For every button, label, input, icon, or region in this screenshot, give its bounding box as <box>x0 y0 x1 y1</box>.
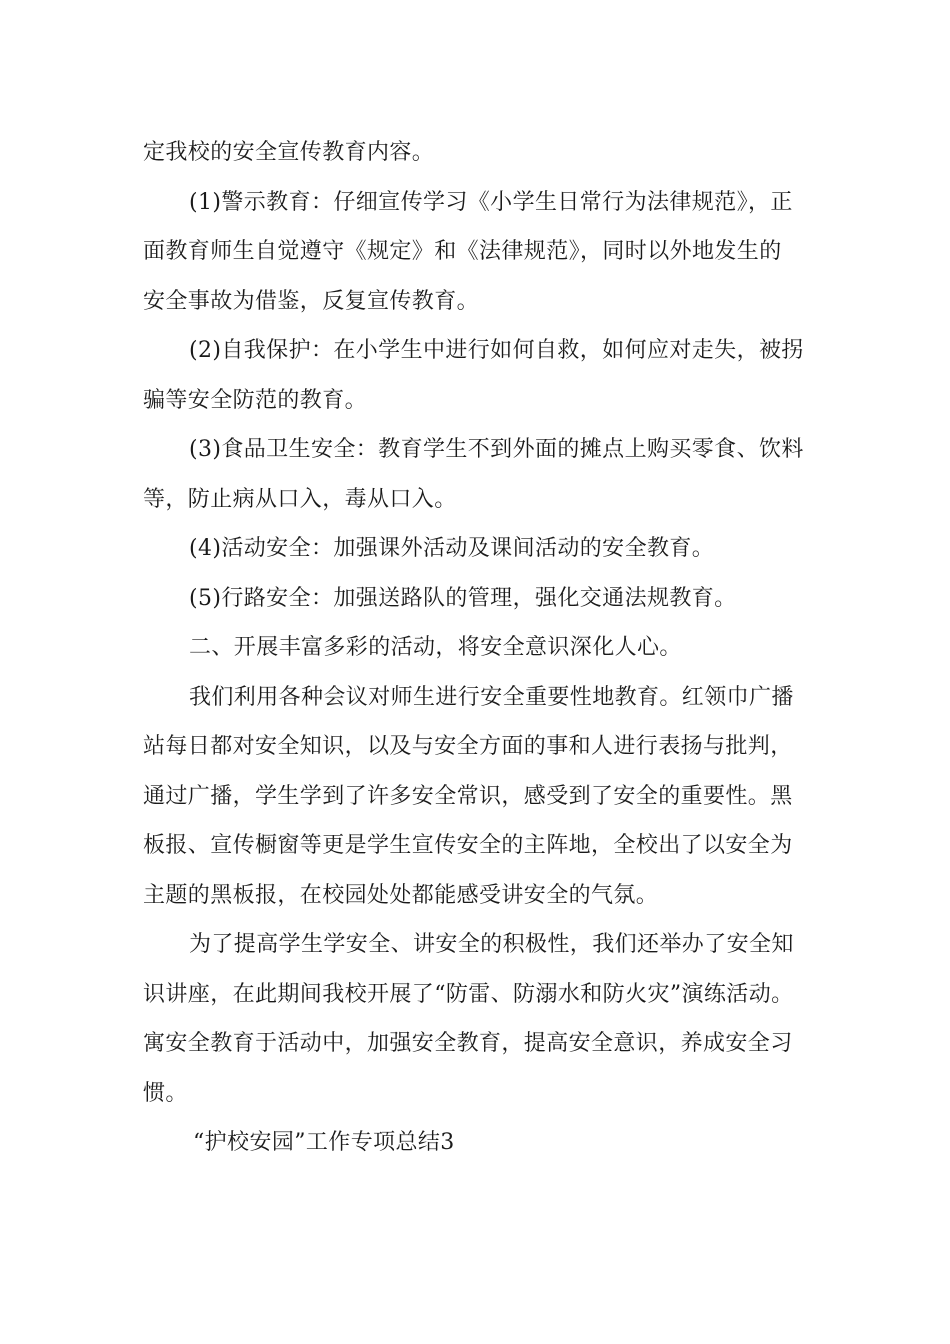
paragraph-road-safety <box>143 574 813 624</box>
text-line: (1)警示教育：仔细宣传学习《小学生日常行为法律规范》，正 <box>189 189 793 215</box>
text-line: 通过广播，学生学到了许多安全常识，感受到了安全的重要性。黑 <box>143 783 793 809</box>
paragraph-meetings-broadcast <box>143 673 813 921</box>
text-line: (3)食品卫生安全：教育学生不到外面的摊点上购买零食、饮料 <box>189 437 804 462</box>
section-heading-activities <box>143 623 813 673</box>
text-line: 骗等安全防范的教育。 <box>143 387 368 413</box>
text-line: (2)自我保护：在小学生中进行如何自救，如何应对走失，被拐 <box>189 338 804 363</box>
text-line: 板报、宣传橱窗等更是学生宣传安全的主阵地，全校出了以安全为 <box>143 833 793 858</box>
paragraph-food-safety <box>143 425 813 524</box>
text-line: 二、开展丰富多彩的活动，将安全意识深化人心。 <box>189 635 682 660</box>
text-line: 惯。 <box>143 1080 188 1106</box>
paragraph-self-protection <box>143 326 813 425</box>
text-line: 站每日都对安全知识，以及与安全方面的事和人进行表扬与批判， <box>143 734 793 759</box>
paragraph-lectures-drills <box>143 920 813 1118</box>
text-line: (5)行路安全：加强送路队的管理，强化交通法规教育。 <box>189 585 737 611</box>
text-line: 定我校的安全宣传教育内容。 <box>143 140 435 165</box>
text-line: 主题的黑板报，在校园处处都能感受讲安全的气氛。 <box>143 882 659 908</box>
text-line: 等，防止病从口入，毒从口入。 <box>143 486 457 512</box>
document-body <box>143 128 813 1168</box>
text-line: 面教育师生自觉遵守《规定》和《法律规范》，同时以外地发生的 <box>143 239 782 264</box>
text-line: 我们利用各种会议对师生进行安全重要性地教育。红领巾广播 <box>189 684 794 710</box>
text-line: 安全事故为借鉴，反复宣传教育。 <box>143 288 480 314</box>
section-title-summary-3 <box>143 1118 813 1168</box>
text-line: (4)活动安全：加强课外活动及课间活动的安全教育。 <box>189 536 715 561</box>
paragraph-intro-end <box>143 128 813 178</box>
paragraph-warning-education <box>143 178 813 327</box>
paragraph-activity-safety <box>143 524 813 574</box>
text-line: “护校安园”工作专项总结3 <box>193 1130 455 1155</box>
text-line: 识讲座，在此期间我校开展了“防雷、防溺水和防火灾”演练活动。 <box>143 981 794 1007</box>
text-line: 为了提高学生学安全、讲安全的积极性，我们还举办了安全知 <box>189 932 794 957</box>
text-line: 寓安全教育于活动中，加强安全教育，提高安全意识，养成安全习 <box>143 1031 793 1056</box>
